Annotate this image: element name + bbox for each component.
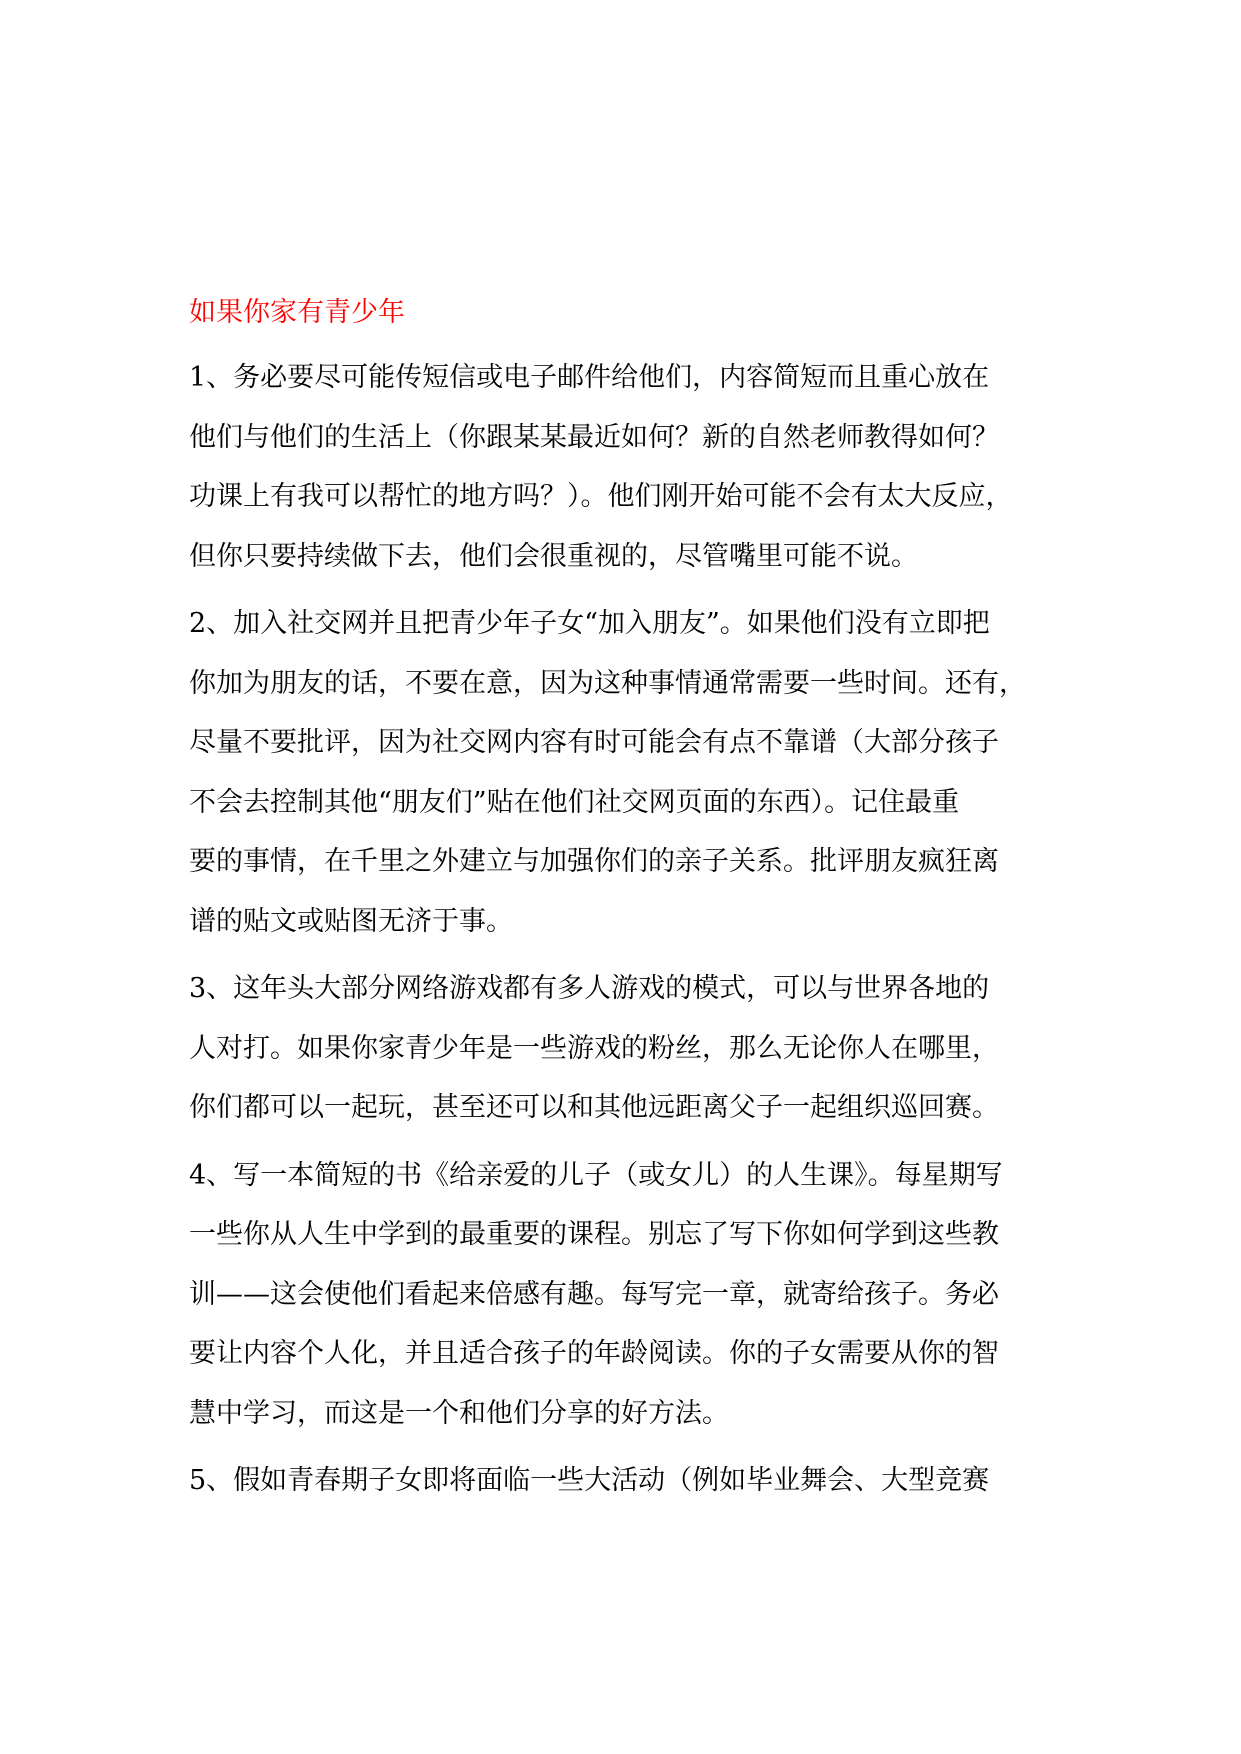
- text-line: 训——这会使他们看起来倍感有趣。每写完一章，就寄给孩子。务必: [189, 1278, 999, 1310]
- text-line: 不会去控制其他“朋友们”贴在他们社交网页面的东西）。记住最重: [189, 786, 960, 818]
- text-line: 人对打。如果你家青少年是一些游戏的粉丝，那么无论你人在哪里，: [189, 1032, 999, 1064]
- text-line: 慧中学习，而这是一个和他们分享的好方法。: [189, 1397, 729, 1429]
- text-line: 1、务必要尽可能传短信或电子邮件给他们，内容简短而且重心放在: [189, 362, 990, 393]
- text-line: 谱的贴文或贴图无济于事。: [189, 905, 513, 937]
- paragraph-3: [189, 959, 1055, 1138]
- text-line: 但你只要持续做下去，他们会很重视的，尽管嘴里可能不说。: [189, 540, 918, 572]
- text-line: 你们都可以一起玩，甚至还可以和其他远距离父子一起组织巡回赛。: [189, 1092, 999, 1123]
- text-line: 4、写一本简短的书《给亲爱的儿子（或女儿）的人生课》。每星期写: [189, 1159, 1003, 1191]
- text-line: 5、假如青春期子女即将面临一些大活动（例如毕业舞会、大型竞赛: [189, 1465, 990, 1496]
- text-line: 尽量不要批评，因为社交网内容有时可能会有点不靠谱（大部分孩子: [189, 727, 999, 758]
- paragraph-1: [189, 348, 1055, 586]
- text-line: 3、这年头大部分网络游戏都有多人游戏的模式，可以与世界各地的: [189, 973, 990, 1004]
- text-line: 你加为朋友的话，不要在意，因为这种事情通常需要一些时间。还有，: [189, 667, 1026, 699]
- text-line: 要的事情，在千里之外建立与加强你们的亲子关系。批评朋友疯狂离: [189, 846, 999, 877]
- paragraph-5: [189, 1451, 1055, 1511]
- text-line: 2、加入社交网并且把青少年子女“加入朋友”。如果他们没有立即把: [189, 608, 990, 639]
- document-body: [189, 286, 1055, 1519]
- text-line: 要让内容个人化，并且适合孩子的年龄阅读。你的子女需要从你的智: [189, 1338, 999, 1369]
- text-line: 他们与他们的生活上（你跟某某最近如何？新的自然老师教得如何？: [189, 421, 999, 453]
- text-line: 功课上有我可以帮忙的地方吗？）。他们刚开始可能不会有太大反应，: [189, 481, 1013, 512]
- text-line: 一些你从人生中学到的最重要的课程。别忘了写下你如何学到这些教: [189, 1219, 999, 1250]
- paragraph-2: [189, 594, 1055, 951]
- document-title: 如果你家有青少年: [189, 297, 405, 328]
- paragraph-4: [189, 1146, 1055, 1444]
